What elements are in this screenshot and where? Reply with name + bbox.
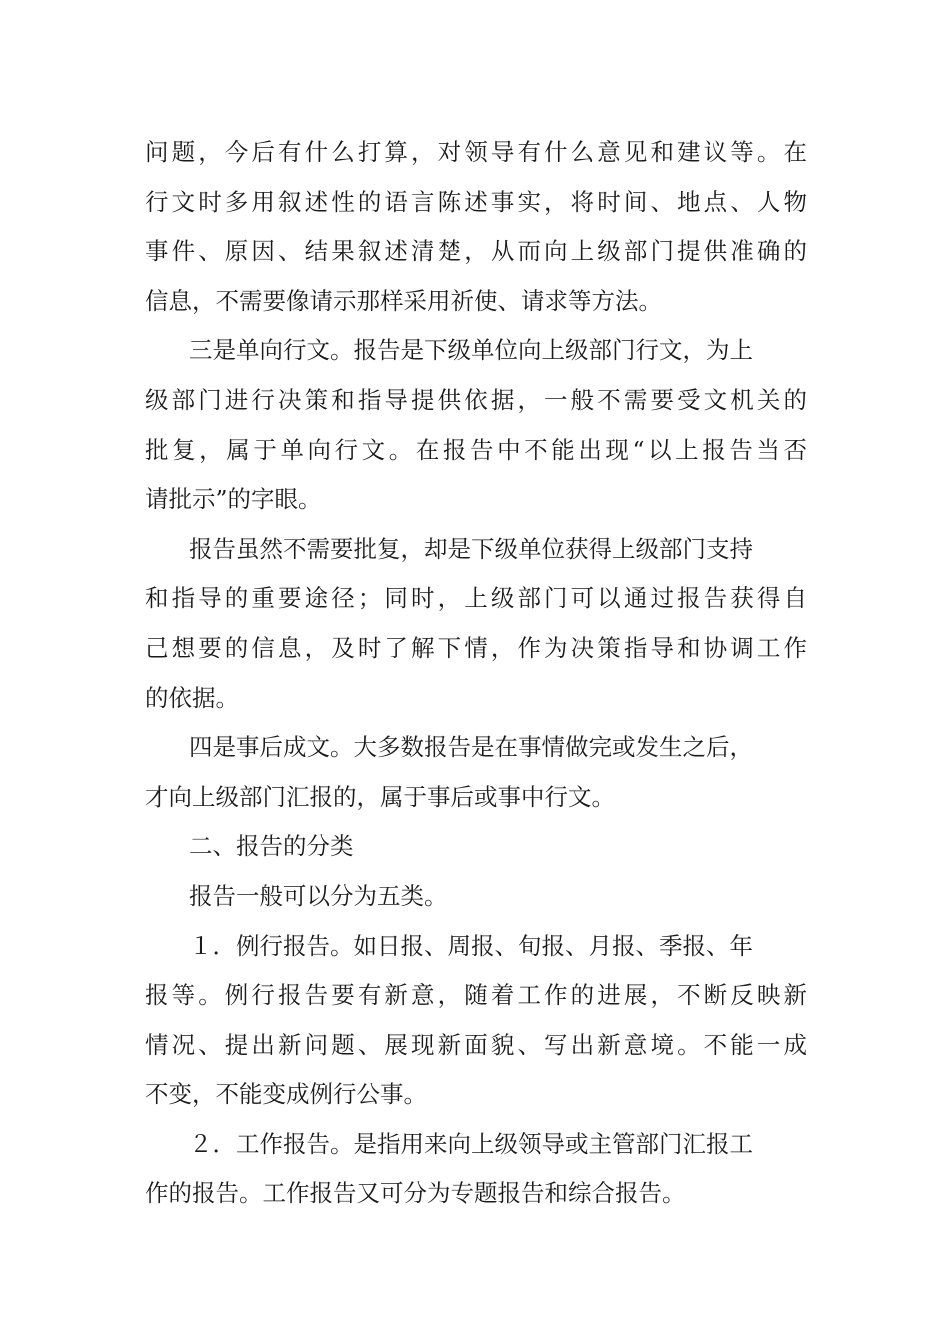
paragraph-one-way-document: [145, 326, 807, 524]
paragraph-line: 批复，属于单向行文。在报告中不能出现“以上报告当否: [145, 435, 807, 464]
paragraph-reporting-content: [145, 128, 807, 326]
paragraph-line: 报告虽然不需要批复，却是下级单位获得上级部门支持: [189, 534, 753, 563]
list-item-routine-report: [145, 922, 807, 1120]
paragraph-line: 作的报告。工作报告又可分为专题报告和综合报告。: [145, 1179, 686, 1208]
section-heading: 二、报告的分类: [189, 832, 354, 861]
paragraph-five-types: [145, 872, 807, 922]
paragraph-line: 四是事后成文。大多数报告是在事情做完或发生之后，: [189, 733, 753, 762]
document-body: [145, 128, 807, 1219]
paragraph-line: 级部门进行决策和指导提供依据，一般不需要受文机关的: [145, 385, 807, 414]
list-item-work-report: [145, 1120, 807, 1219]
paragraph-line: 报等。例行报告要有新意，随着工作的进展，不断反映新: [145, 981, 807, 1010]
paragraph-line: 请批示”的字眼。: [145, 485, 322, 514]
paragraph-line: 情况、提出新问题、展现新面貌、写出新意境。不能一成: [145, 1030, 807, 1059]
paragraph-line: １．例行报告。如日报、周报、旬报、月报、季报、年: [189, 931, 753, 960]
section-heading-classification: [145, 822, 807, 872]
paragraph-after-the-fact: [145, 723, 807, 822]
paragraph-line: 信息，不需要像请示那样采用祈使、请求等方法。: [145, 286, 662, 315]
paragraph-line: 不变，不能变成例行公事。: [145, 1080, 427, 1109]
paragraph-line: 己想要的信息，及时了解下情，作为决策指导和协调工作: [145, 633, 807, 662]
paragraph-report-importance: [145, 525, 807, 723]
paragraph-line: 问题，今后有什么打算，对领导有什么意见和建议等。在: [145, 138, 807, 166]
paragraph-line: ２．工作报告。是指用来向上级领导或主管部门汇报工: [189, 1129, 753, 1158]
paragraph-line: 三是单向行文。报告是下级单位向上级部门行文，为上: [189, 336, 753, 365]
paragraph-line: 才向上级部门汇报的，属于事后或事中行文。: [145, 782, 615, 811]
paragraph-line: 行文时多用叙述性的语言陈述事实，将时间、地点、人物: [145, 187, 807, 216]
paragraph-line: 事件、原因、结果叙述清楚，从而向上级部门提供准确的: [145, 237, 807, 266]
paragraph-line: 的依据。: [145, 683, 239, 712]
paragraph-line: 报告一般可以分为五类。: [189, 881, 448, 910]
paragraph-line: 和指导的重要途径；同时，上级部门可以通过报告获得自: [145, 584, 807, 613]
